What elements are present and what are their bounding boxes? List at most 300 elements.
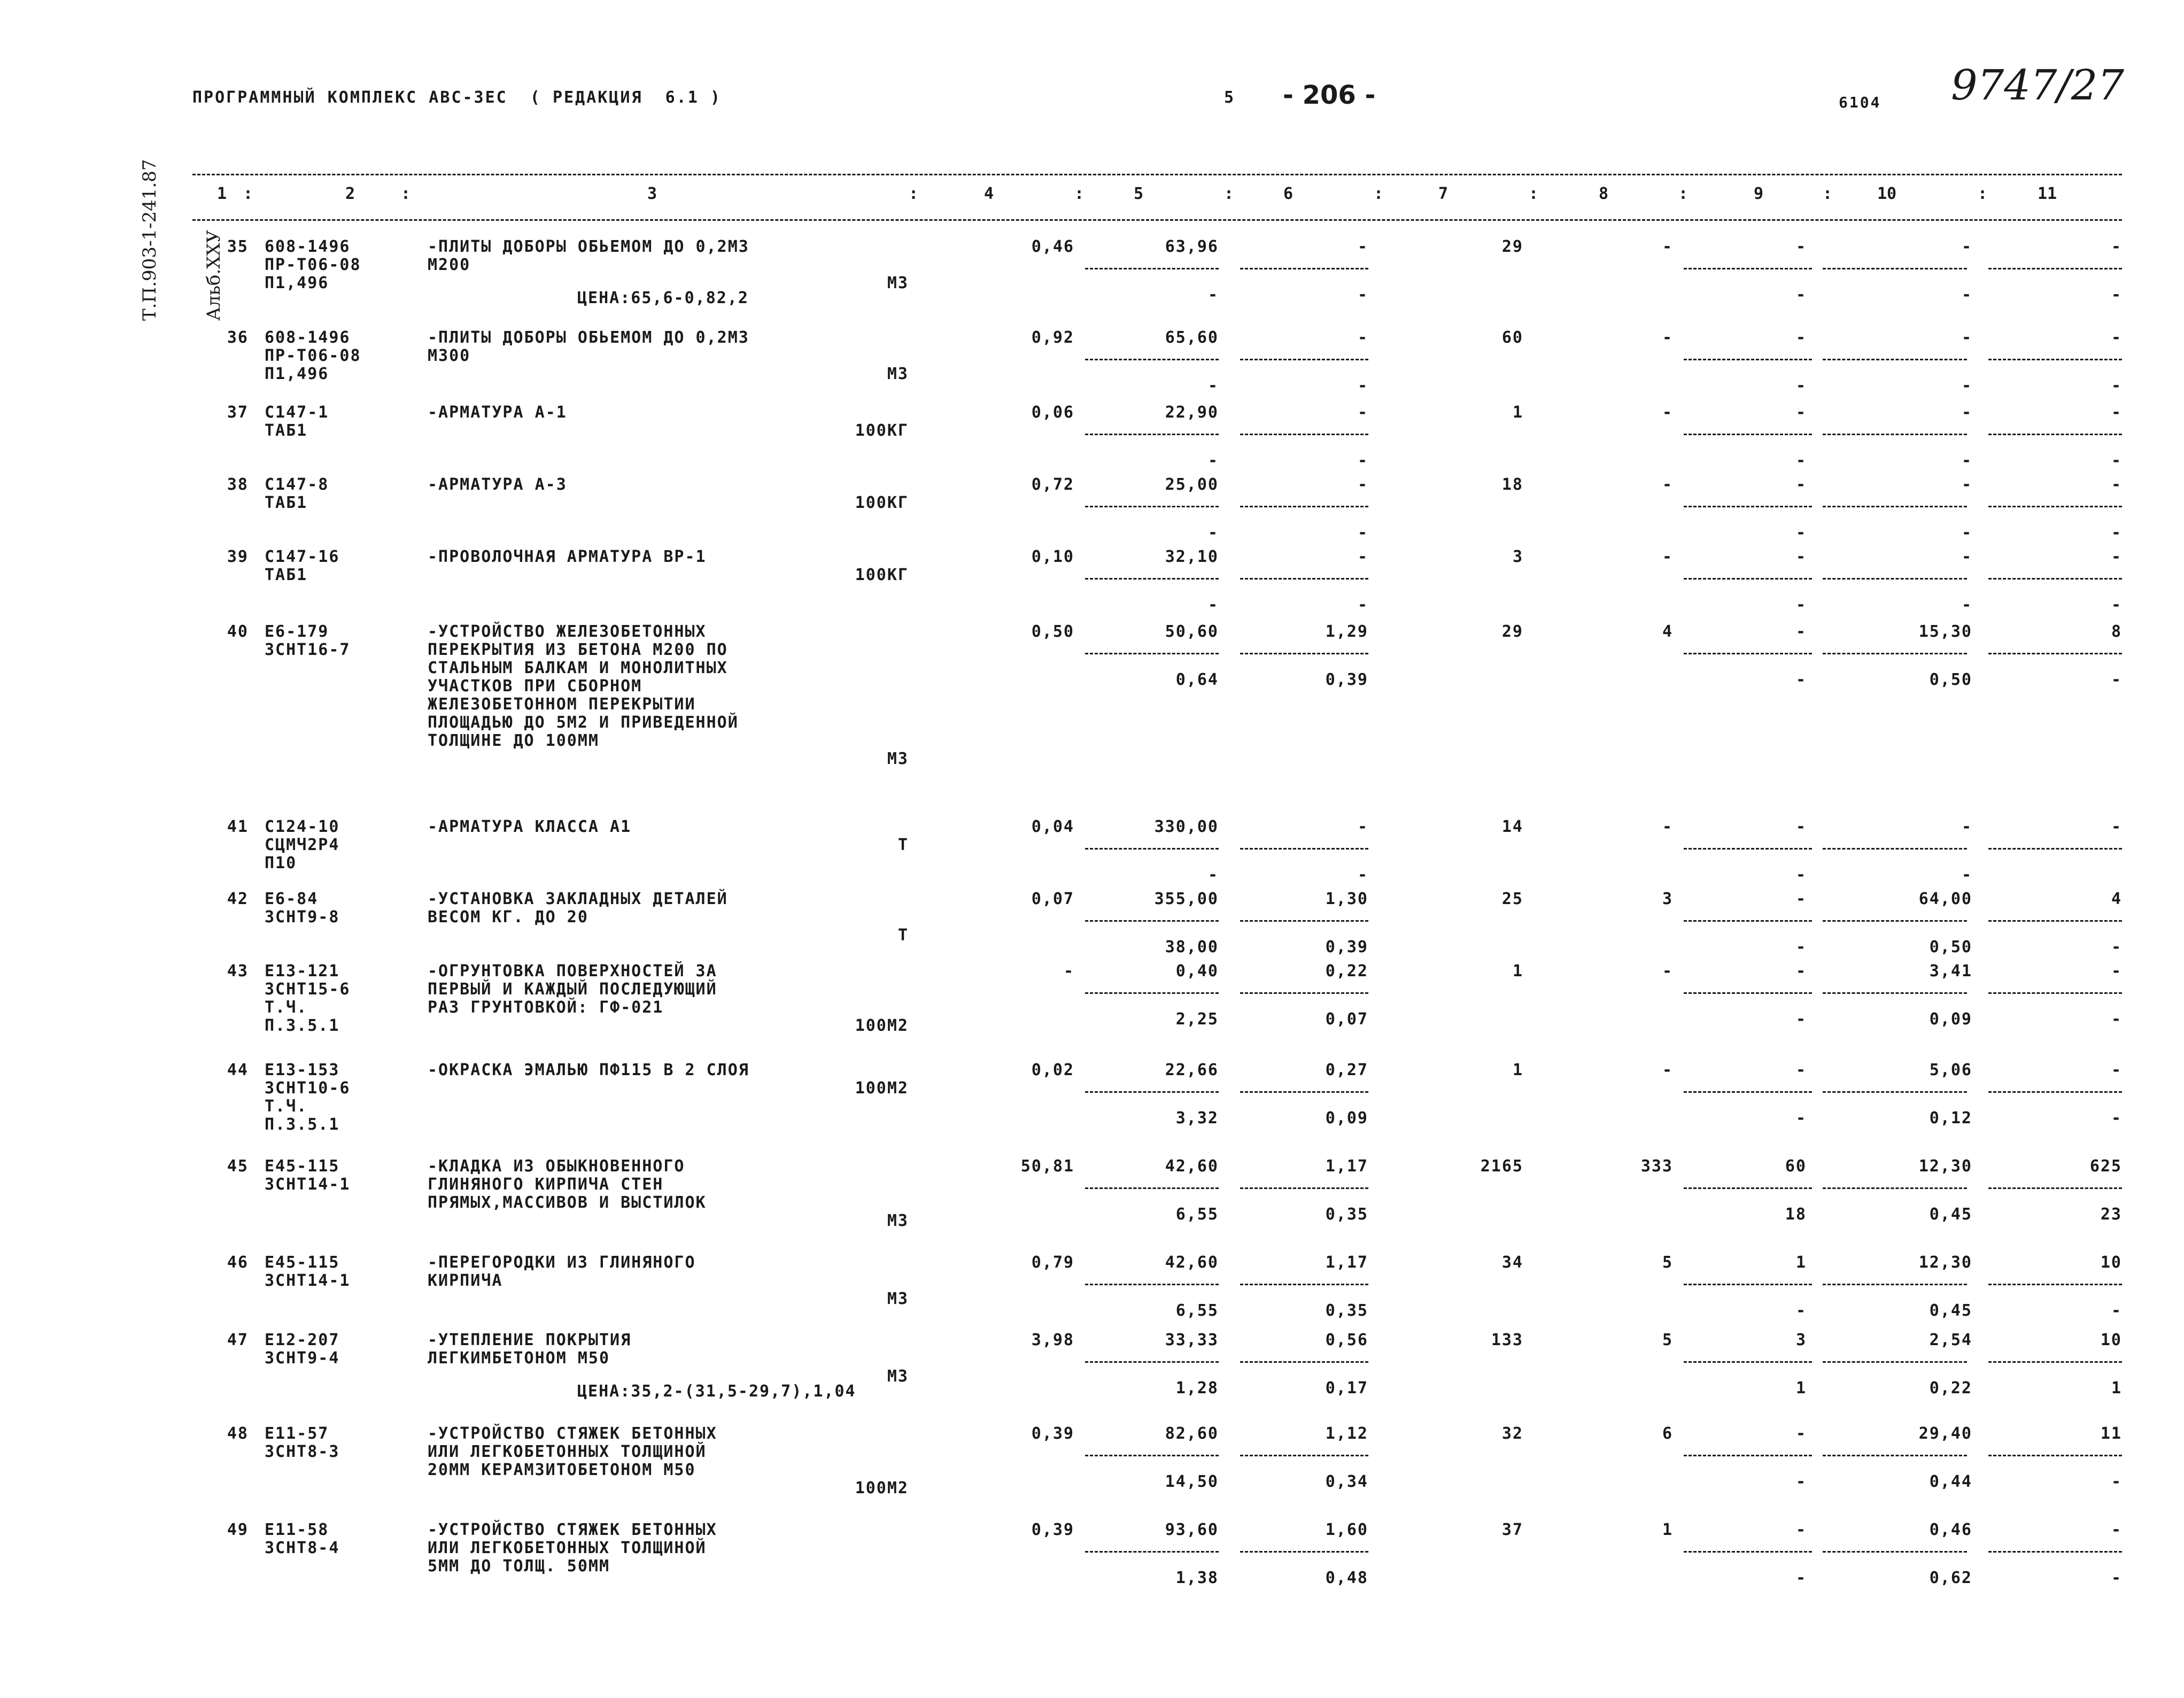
cell-divider [1823, 920, 1967, 922]
work-description: -ПРОВОЛОЧНАЯ АРМАТУРА ВР-1 [428, 547, 707, 566]
cell-divider [1823, 848, 1967, 850]
cell-divider [1684, 1361, 1812, 1363]
column-header: 3 [647, 184, 657, 203]
norm-code: ТАБ1 [265, 421, 308, 440]
column-separator: : [1823, 184, 1833, 203]
quantity: 0,07 [1031, 890, 1074, 908]
unit-cost-wages: - [1207, 866, 1219, 884]
norm-code: Е13-153 [265, 1061, 340, 1079]
total-cost: 14 [1501, 817, 1523, 836]
column-separator: : [401, 184, 411, 203]
norm-code: ЗСНТ14-1 [265, 1175, 351, 1194]
cell-divider [1085, 992, 1219, 994]
norm-code: Е45-115 [265, 1253, 340, 1272]
labour-cost-machine: - [1961, 376, 1972, 395]
quantity: 3,98 [1031, 1331, 1074, 1349]
unit-cost-wages: 0,64 [1175, 670, 1219, 689]
unit-cost-wages: 14,50 [1165, 1472, 1219, 1491]
handwritten-number: 9747/27 [1951, 61, 2125, 110]
cell-divider [1684, 506, 1812, 507]
sheet-number: 5 [1224, 88, 1236, 107]
column-header: 6 [1283, 184, 1294, 203]
total-machine: - [1795, 890, 1807, 908]
machine-cost-wages: 0,17 [1325, 1379, 1368, 1398]
norm-code: С147-16 [265, 547, 340, 566]
total-cost: 60 [1501, 328, 1523, 347]
work-description: 20ММ КЕРАМЗИТОБЕТОНОМ М50 [428, 1461, 696, 1479]
unit-cost: 330,00 [1154, 817, 1219, 836]
total-machine-wages: - [1795, 376, 1807, 395]
norm-code: ЗСНТ15-6 [265, 980, 351, 999]
machine-total: 333 [1640, 1157, 1673, 1176]
cell-divider [1085, 268, 1219, 269]
quantity: 0,46 [1031, 237, 1074, 256]
labour-cost: - [1961, 403, 1972, 422]
unit-cost-wages: 1,28 [1175, 1379, 1219, 1398]
machine-total: - [1662, 475, 1673, 494]
row-number: 45 [227, 1157, 249, 1176]
total-labour: - [2111, 1521, 2122, 1539]
work-description: М300 [428, 346, 471, 365]
total-labour-machine: - [2111, 1010, 2122, 1029]
machine-total: - [1662, 328, 1673, 347]
total-labour-machine: - [2111, 596, 2122, 614]
machine-total: - [1662, 1061, 1673, 1079]
side-label [96, 86, 267, 321]
row-number: 38 [227, 475, 249, 494]
total-labour: - [2111, 817, 2122, 836]
total-machine: - [1795, 817, 1807, 836]
cell-divider [1085, 434, 1219, 435]
total-cost: 34 [1501, 1253, 1523, 1272]
unit: 100М2 [855, 1016, 909, 1035]
cell-divider [1823, 434, 1967, 435]
norm-code: Т.Ч. [265, 998, 308, 1017]
machine-cost: 1,12 [1325, 1424, 1368, 1443]
work-description: ГЛИНЯНОГО КИРПИЧА СТЕН [428, 1175, 664, 1194]
total-cost: 1 [1512, 403, 1523, 422]
quantity: - [1063, 962, 1074, 981]
cell-divider [1240, 578, 1368, 580]
norm-code: П10 [265, 854, 297, 873]
cell-divider [1085, 1091, 1219, 1093]
unit: 100М2 [855, 1079, 909, 1098]
machine-cost-wages: 0,35 [1325, 1205, 1368, 1224]
machine-cost-wages: - [1357, 523, 1368, 542]
total-cost: 29 [1501, 622, 1523, 641]
cell-divider [1684, 1455, 1812, 1456]
cell-divider [1085, 1361, 1219, 1363]
machine-total: 6 [1662, 1424, 1673, 1443]
machine-cost-wages: - [1357, 451, 1368, 470]
unit-cost-wages: - [1207, 596, 1219, 614]
cell-divider [1240, 268, 1368, 269]
total-machine: 1 [1795, 1253, 1807, 1272]
machine-total: - [1662, 817, 1673, 836]
labour-cost-machine: 0,50 [1929, 670, 1972, 689]
machine-total: 1 [1662, 1521, 1673, 1539]
total-labour-machine: 1 [2111, 1379, 2122, 1398]
cell-divider [1240, 434, 1368, 435]
cell-divider [1988, 1091, 2122, 1093]
column-header: 11 [2037, 184, 2057, 203]
norm-code: П.3.5.1 [265, 1016, 340, 1035]
work-description: -УСТРОЙСТВО СТЯЖЕК БЕТОННЫХ [428, 1521, 717, 1539]
norm-code: ПР-Т06-08 [265, 256, 361, 274]
unit-cost-wages: - [1207, 523, 1219, 542]
cell-divider [1684, 1091, 1812, 1093]
unit-cost: 93,60 [1165, 1521, 1219, 1539]
cell-divider [1988, 992, 2122, 994]
total-machine-wages: - [1795, 938, 1807, 956]
machine-cost-wages: - [1357, 285, 1368, 304]
work-description: -УСТАНОВКА ЗАКЛАДНЫХ ДЕТАЛЕЙ [428, 890, 728, 908]
unit-cost-wages: 1,38 [1175, 1569, 1219, 1587]
cell-divider [1988, 920, 2122, 922]
quantity: 0,39 [1031, 1424, 1074, 1443]
unit: 100М2 [855, 1479, 909, 1498]
total-labour: 10 [2100, 1253, 2122, 1272]
cell-divider [1240, 1551, 1368, 1553]
column-separator: : [1374, 184, 1384, 203]
cell-divider [1085, 1284, 1219, 1285]
cell-divider [1240, 1361, 1368, 1363]
total-cost: 18 [1501, 475, 1523, 494]
cell-divider [1823, 268, 1967, 269]
cell-divider [1085, 1551, 1219, 1553]
cell-divider [1823, 1187, 1967, 1189]
labour-cost: 12,30 [1918, 1157, 1972, 1176]
work-description: -ПЛИТЫ ДОБОРЫ ОБЬЕМОМ ДО 0,2М3 [428, 328, 749, 347]
work-description: КИРПИЧА [428, 1271, 503, 1290]
work-description: -ОГРУНТОВКА ПОВЕРХНОСТЕЙ ЗА [428, 962, 717, 981]
cell-divider [1240, 848, 1368, 850]
machine-total: 5 [1662, 1253, 1673, 1272]
work-description: ЛЕГКИМБЕТОНОМ М50 [428, 1349, 610, 1368]
column-header: 1 [216, 184, 227, 203]
unit-cost: 22,66 [1165, 1061, 1219, 1079]
unit: Т [897, 836, 909, 854]
row-number: 39 [227, 547, 249, 566]
machine-total: 5 [1662, 1331, 1673, 1349]
unit: М3 [887, 750, 909, 768]
work-description: УЧАСТКОВ ПРИ СБОРНОМ [428, 677, 642, 696]
total-machine-wages: - [1795, 285, 1807, 304]
total-labour-machine: - [2111, 523, 2122, 542]
machine-cost-wages: 0,35 [1325, 1301, 1368, 1320]
norm-code: С124-10 [265, 817, 340, 836]
total-labour-machine: 23 [2100, 1205, 2122, 1224]
cell-divider [1988, 1551, 2122, 1553]
norm-code: ЗСНТ8-4 [265, 1539, 340, 1557]
unit-cost: 65,60 [1165, 328, 1219, 347]
labour-cost-machine: - [1961, 866, 1972, 884]
document-code: 6104 [1839, 94, 1881, 111]
total-labour: 11 [2100, 1424, 2122, 1443]
unit-cost-wages: - [1207, 451, 1219, 470]
machine-cost-wages: - [1357, 376, 1368, 395]
labour-cost-machine: - [1961, 285, 1972, 304]
machine-total: - [1662, 237, 1673, 256]
cell-divider [1684, 1284, 1812, 1285]
column-header: 9 [1753, 184, 1764, 203]
total-machine-wages: - [1795, 1010, 1807, 1029]
price-note: ЦЕНА:35,2-(31,5-29,7),1,04 [577, 1382, 856, 1401]
machine-cost-wages: 0,39 [1325, 670, 1368, 689]
norm-code: ЗСНТ9-8 [265, 908, 340, 927]
cell-divider [1684, 359, 1812, 360]
work-description: ЖЕЛЕЗОБЕТОННОМ ПЕРЕКРЫТИИ [428, 695, 696, 714]
total-cost: 133 [1491, 1331, 1523, 1349]
cell-divider [1085, 506, 1219, 507]
row-number: 49 [227, 1521, 249, 1539]
cell-divider [1988, 268, 2122, 269]
machine-cost-wages: - [1357, 866, 1368, 884]
total-cost: 29 [1501, 237, 1523, 256]
column-header: 10 [1877, 184, 1897, 203]
labour-cost: 2,54 [1929, 1331, 1972, 1349]
unit-cost: 355,00 [1154, 890, 1219, 908]
work-description: -АРМАТУРА А-1 [428, 403, 567, 422]
total-labour: 625 [2089, 1157, 2122, 1176]
cell-divider [1085, 920, 1219, 922]
row-number: 40 [227, 622, 249, 641]
unit-cost: 50,60 [1165, 622, 1219, 641]
total-machine-wages: - [1795, 596, 1807, 614]
machine-cost: 0,56 [1325, 1331, 1368, 1349]
total-machine: - [1795, 328, 1807, 347]
column-separator: : [909, 184, 919, 203]
quantity: 0,06 [1031, 403, 1074, 422]
total-machine-wages: - [1795, 1472, 1807, 1491]
total-cost: 37 [1501, 1521, 1523, 1539]
norm-code: ТАБ1 [265, 493, 308, 512]
cell-divider [1240, 1091, 1368, 1093]
quantity: 0,79 [1031, 1253, 1074, 1272]
total-machine: - [1795, 475, 1807, 494]
total-labour: - [2111, 547, 2122, 566]
quantity: 0,39 [1031, 1521, 1074, 1539]
unit-cost: 63,96 [1165, 237, 1219, 256]
total-machine-wages: - [1795, 1301, 1807, 1320]
labour-cost: 29,40 [1918, 1424, 1972, 1443]
norm-code: ЗСНТ14-1 [265, 1271, 351, 1290]
unit-cost: 0,40 [1175, 962, 1219, 981]
column-separator: : [1978, 184, 1988, 203]
cell-divider [1240, 506, 1368, 507]
unit: 100КГ [855, 566, 909, 584]
unit-cost-wages: - [1207, 285, 1219, 304]
total-labour-machine: - [2111, 670, 2122, 689]
cell-divider [1988, 1284, 2122, 1285]
column-header: 7 [1438, 184, 1449, 203]
labour-cost-machine: - [1961, 451, 1972, 470]
unit: М3 [887, 274, 909, 292]
machine-cost: 1,29 [1325, 622, 1368, 641]
total-labour-machine: - [2111, 451, 2122, 470]
column-header: 4 [983, 184, 994, 203]
machine-cost: 1,60 [1325, 1521, 1368, 1539]
total-labour-machine: - [2111, 376, 2122, 395]
unit: М3 [887, 1290, 909, 1308]
total-cost: 2165 [1480, 1157, 1523, 1176]
cell-divider [1823, 1091, 1967, 1093]
norm-code: ЗСНТ16-7 [265, 640, 351, 659]
cell-divider [1085, 359, 1219, 360]
cell-divider [1988, 1187, 2122, 1189]
cell-divider [1988, 1361, 2122, 1363]
labour-cost-machine: 0,62 [1929, 1569, 1972, 1587]
unit-cost: 82,60 [1165, 1424, 1219, 1443]
cell-divider [1988, 434, 2122, 435]
norm-code: С147-8 [265, 475, 329, 494]
cell-divider [1240, 920, 1368, 922]
machine-cost-wages: 0,39 [1325, 938, 1368, 956]
work-description: ПЕРВЫЙ И КАЖДЫЙ ПОСЛЕДУЮЩИЙ [428, 980, 717, 999]
cell-divider [1988, 359, 2122, 360]
labour-cost: 64,00 [1918, 890, 1972, 908]
cell-divider [1240, 1284, 1368, 1285]
cell-divider [1823, 1455, 1967, 1456]
labour-cost: - [1961, 817, 1972, 836]
norm-code: С147-1 [265, 403, 329, 422]
quantity: 0,50 [1031, 622, 1074, 641]
norm-code: П1,496 [265, 365, 329, 383]
norm-code: Е11-58 [265, 1521, 329, 1539]
total-machine-wages: - [1795, 866, 1807, 884]
total-machine-wages: - [1795, 451, 1807, 470]
unit: М3 [887, 1211, 909, 1230]
norm-code: Е11-57 [265, 1424, 329, 1443]
norm-code: ЗСНТ10-6 [265, 1079, 351, 1098]
unit-cost-wages: 6,55 [1175, 1205, 1219, 1224]
machine-cost: - [1357, 475, 1368, 494]
column-header: 2 [345, 184, 355, 203]
machine-cost: 0,22 [1325, 962, 1368, 981]
column-separator: : [1224, 184, 1234, 203]
unit: М3 [887, 365, 909, 383]
work-description: -АРМАТУРА КЛАССА А1 [428, 817, 632, 836]
total-cost: 1 [1512, 1061, 1523, 1079]
norm-code: П1,496 [265, 274, 329, 292]
work-description: -ПЛИТЫ ДОБОРЫ ОБЬЕМОМ ДО 0,2М3 [428, 237, 749, 256]
total-cost: 32 [1501, 1424, 1523, 1443]
work-description: -ПЕРЕГОРОДКИ ИЗ ГЛИНЯНОГО [428, 1253, 696, 1272]
work-description: ВЕСОМ КГ. ДО 20 [428, 908, 588, 927]
total-machine: 3 [1795, 1331, 1807, 1349]
cell-divider [1823, 578, 1967, 580]
row-number: 43 [227, 962, 249, 981]
unit-cost-wages: 38,00 [1165, 938, 1219, 956]
total-machine-wages: - [1795, 523, 1807, 542]
total-labour: - [2111, 962, 2122, 981]
norm-code: Е12-207 [265, 1331, 340, 1349]
work-description: ПРЯМЫХ,МАССИВОВ И ВЫСТИЛОК [428, 1193, 707, 1212]
labour-cost-machine: 0,45 [1929, 1205, 1972, 1224]
norm-code: СЦМЧ2Р4 [265, 836, 340, 854]
machine-cost-wages: 0,34 [1325, 1472, 1368, 1491]
machine-cost: - [1357, 547, 1368, 566]
cell-divider [1085, 1455, 1219, 1456]
total-labour: - [2111, 237, 2122, 256]
norm-code: Е45-115 [265, 1157, 340, 1176]
total-labour-machine: - [2111, 1472, 2122, 1491]
cell-divider [1085, 848, 1219, 850]
work-description: ИЛИ ЛЕГКОБЕТОННЫХ ТОЛЩИНОЙ [428, 1539, 707, 1557]
column-header: 8 [1598, 184, 1609, 203]
labour-cost: - [1961, 328, 1972, 347]
total-labour-machine: - [2111, 1569, 2122, 1587]
page-number: - 206 - [1283, 80, 1376, 110]
labour-cost: - [1961, 237, 1972, 256]
cell-divider [1684, 848, 1812, 850]
column-header: 5 [1133, 184, 1144, 203]
cell-divider [1684, 268, 1812, 269]
total-labour: 10 [2100, 1331, 2122, 1349]
row-number: 41 [227, 817, 249, 836]
header-rule-top [192, 174, 2122, 175]
total-labour: - [2111, 1061, 2122, 1079]
cell-divider [1684, 992, 1812, 994]
price-note: ЦЕНА:65,6-0,82,2 [577, 289, 749, 307]
cell-divider [1684, 920, 1812, 922]
column-separator: : [1529, 184, 1539, 203]
unit-cost: 22,90 [1165, 403, 1219, 422]
row-number: 47 [227, 1331, 249, 1349]
labour-cost-machine: 0,12 [1929, 1109, 1972, 1128]
labour-cost: - [1961, 547, 1972, 566]
norm-code: Е13-121 [265, 962, 340, 981]
machine-total: - [1662, 403, 1673, 422]
unit-cost: 25,00 [1165, 475, 1219, 494]
row-number: 36 [227, 328, 249, 347]
cell-divider [1240, 359, 1368, 360]
machine-total: 4 [1662, 622, 1673, 641]
machine-cost: - [1357, 328, 1368, 347]
machine-cost: - [1357, 237, 1368, 256]
work-description: -КЛАДКА ИЗ ОБЫКНОВЕННОГО [428, 1157, 685, 1176]
unit: 100КГ [855, 493, 909, 512]
labour-cost: - [1961, 475, 1972, 494]
column-separator: : [1074, 184, 1085, 203]
cell-divider [1988, 578, 2122, 580]
machine-cost: 1,17 [1325, 1253, 1368, 1272]
total-machine: - [1795, 547, 1807, 566]
labour-cost-machine: 0,44 [1929, 1472, 1972, 1491]
norm-code: Е6-84 [265, 890, 319, 908]
norm-code: 608-1496 [265, 237, 351, 256]
total-machine-wages: 18 [1785, 1205, 1807, 1224]
row-number: 48 [227, 1424, 249, 1443]
cell-divider [1085, 1187, 1219, 1189]
norm-code: Т.Ч. [265, 1097, 308, 1116]
cell-divider [1823, 1361, 1967, 1363]
total-machine: - [1795, 1061, 1807, 1079]
unit-cost: 33,33 [1165, 1331, 1219, 1349]
unit-cost: 42,60 [1165, 1157, 1219, 1176]
total-machine-wages: - [1795, 1109, 1807, 1128]
machine-total: - [1662, 547, 1673, 566]
machine-total: - [1662, 962, 1673, 981]
cell-divider [1988, 1455, 2122, 1456]
machine-cost: 0,27 [1325, 1061, 1368, 1079]
program-title: ПРОГРАММНЫЙ КОМПЛЕКС АВС-ЗЕС ( РЕДАКЦИЯ 6.1 ) [192, 88, 722, 107]
total-labour: - [2111, 403, 2122, 422]
column-separator: : [1678, 184, 1689, 203]
work-description: -ОКРАСКА ЭМАЛЬЮ ПФ115 В 2 СЛОЯ [428, 1061, 749, 1079]
work-description: ТОЛЩИНЕ ДО 100ММ [428, 731, 599, 750]
work-description: -УСТРОЙСТВО ЖЕЛЕЗОБЕТОННЫХ [428, 622, 707, 641]
